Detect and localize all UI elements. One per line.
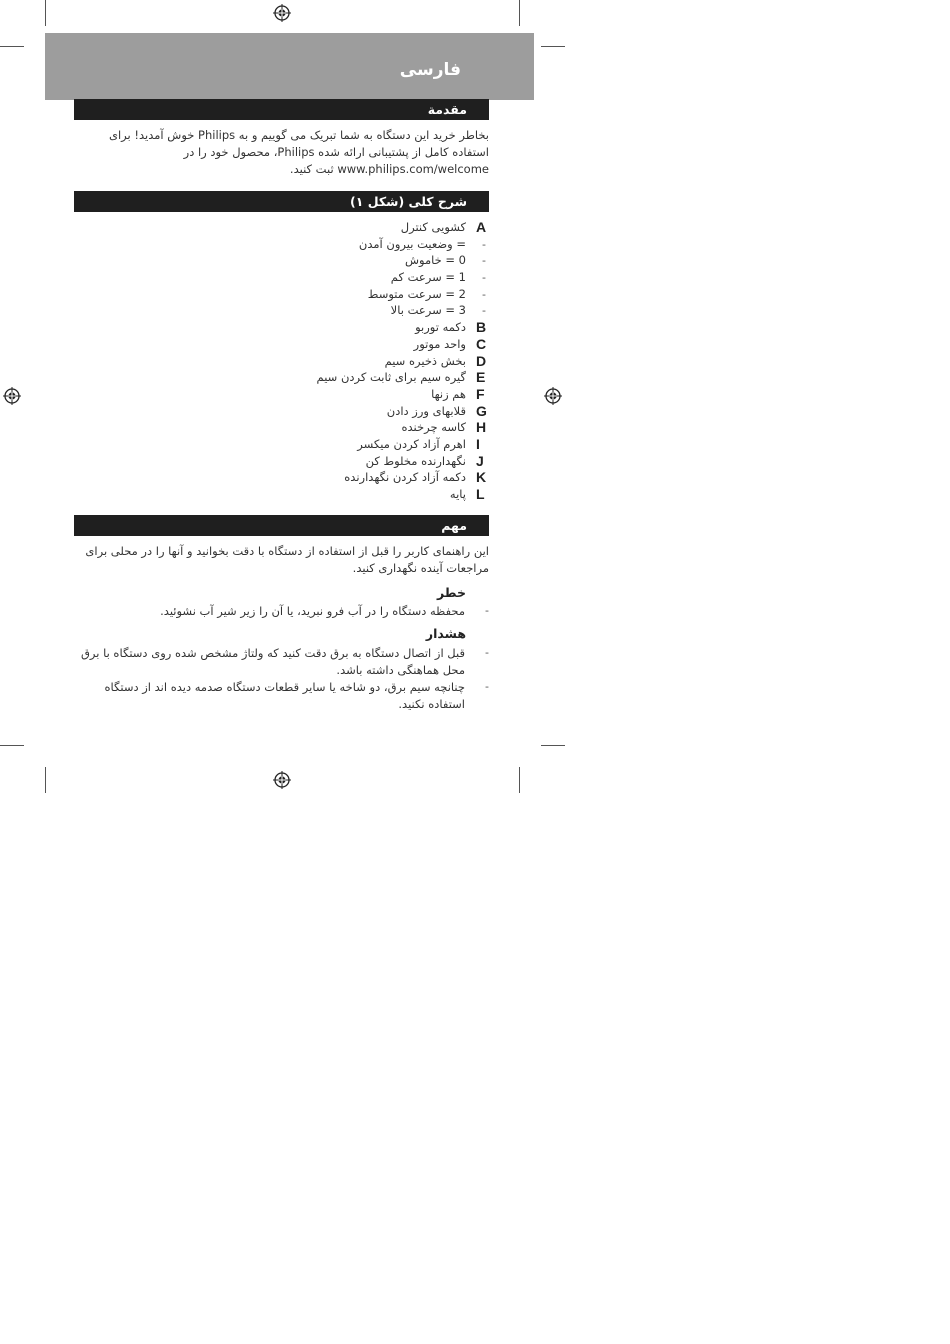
legend-item	[240, 386, 490, 403]
legend-label: گیره سیم برای ثابت کردن سیم	[316, 370, 466, 385]
legend-label: 2 = سرعت متوسط	[367, 286, 466, 301]
registration-mark-icon	[273, 4, 291, 22]
legend-label: نگهدارنده مخلوط کن	[365, 453, 466, 468]
legend-dash: -	[482, 271, 486, 285]
registration-mark-icon	[3, 387, 21, 405]
legend-dash: -	[482, 237, 486, 251]
legend-label: 0 = خاموش	[404, 253, 466, 268]
danger-heading: خطر	[437, 585, 466, 600]
legend-item	[240, 469, 490, 486]
legend-key: D	[476, 352, 487, 369]
legend-label: 3 = سرعت بالا	[390, 303, 466, 318]
registration-mark-icon	[273, 771, 291, 789]
legend-dash: -	[482, 304, 486, 318]
legend-label: هم زنها	[431, 386, 466, 401]
legend-label: دکمه توربو	[415, 320, 466, 335]
legend-label: بخش ذخیره سیم	[384, 353, 466, 368]
crop-mark	[519, 767, 520, 793]
legend-key: G	[476, 402, 487, 419]
legend-label: قلابهای ورز دادن	[386, 403, 466, 418]
legend-key: E	[476, 369, 486, 386]
legend-dash: -	[482, 287, 486, 301]
legend-item	[240, 236, 490, 253]
warning-item	[74, 679, 489, 712]
registration-mark-icon	[544, 387, 562, 405]
intro-heading: مقدمة	[74, 99, 489, 120]
legend-label: کشویی کنترل	[400, 220, 466, 234]
crop-mark	[45, 767, 46, 793]
bullet-dash: -	[485, 680, 489, 693]
crop-mark	[0, 745, 24, 746]
crop-mark	[541, 745, 565, 746]
legend-item	[240, 286, 490, 303]
legend-label: 1 = سرعت کم	[390, 270, 466, 285]
legend-key: I	[476, 435, 480, 452]
legend-key: L	[476, 486, 485, 502]
legend-item	[240, 252, 490, 269]
legend-key: H	[476, 419, 487, 436]
legend-label: واحد موتور	[413, 336, 466, 351]
legend-label: دکمه آزاد کردن نگهدارنده	[344, 470, 466, 485]
legend-item	[240, 269, 490, 286]
legend-key: F	[476, 385, 485, 402]
legend-key: A	[476, 219, 487, 235]
warning-item-text: قبل از اتصال دستگاه به برق دقت کنید که ولتاژ مشخص شده روی دستگاه با برق محل هماهنگی داشته باشد.	[80, 646, 465, 677]
legend-item	[240, 353, 490, 370]
legend-label: = وضعیت بیرون آمدن	[358, 236, 466, 251]
bullet-dash: -	[485, 604, 489, 617]
bullet-dash: -	[485, 646, 489, 659]
crop-mark	[45, 0, 46, 26]
crop-mark	[519, 0, 520, 26]
overview-heading: شرح کلی (شکل ۱)	[74, 191, 489, 212]
legend-key: B	[476, 319, 487, 336]
legend-item	[240, 219, 490, 236]
legend-item	[240, 453, 490, 470]
legend-item	[240, 302, 490, 319]
legend-item	[240, 369, 490, 386]
warning-item-text: چنانچه سیم برق، دو شاخه یا سایر قطعات دستگاه صدمه دیده اند از دستگاه استفاده نکنید.	[104, 680, 465, 711]
crop-mark	[0, 46, 24, 47]
important-heading: مهم	[74, 515, 489, 536]
legend-label: اهرم آزاد کردن میکسر	[357, 436, 466, 451]
crop-mark	[541, 46, 565, 47]
legend-item	[240, 319, 490, 336]
warning-item	[74, 645, 489, 678]
legend-item	[240, 336, 490, 353]
intro-text: بخاطر خرید این دستگاه به شما تبریک می گوییم و به Philips خوش آمدید! برای استفاده کامل از پشتیبانی ارائه شده Philips، محصول خود را در www.philips.com/welcome ثبت کنید.	[108, 128, 489, 176]
legend-key: K	[476, 469, 487, 486]
legend-key: J	[476, 452, 484, 469]
legend-label: پایه	[449, 487, 466, 501]
legend-dash: -	[482, 254, 486, 268]
important-text: این راهنمای کاربر را قبل از استفاده از دستگاه با دقت بخوانید و آنها را در محلی برای مراجعات آینده نگهداری کنید.	[85, 544, 489, 575]
header-band	[45, 33, 534, 100]
legend-item	[240, 419, 490, 436]
language-title: فارسی	[399, 60, 461, 80]
legend-item	[240, 403, 490, 420]
legend-label: کاسه چرخنده	[401, 420, 466, 435]
danger-item-text: محفظه دستگاه را در آب فرو نبرید، یا آن را زیر شیر آب نشوئید.	[160, 604, 465, 618]
danger-item	[74, 603, 489, 620]
legend-item	[240, 486, 490, 503]
legend-key: C	[476, 335, 487, 352]
legend-item	[240, 436, 490, 453]
warning-heading: هشدار	[425, 626, 466, 641]
parts-legend	[240, 219, 490, 503]
